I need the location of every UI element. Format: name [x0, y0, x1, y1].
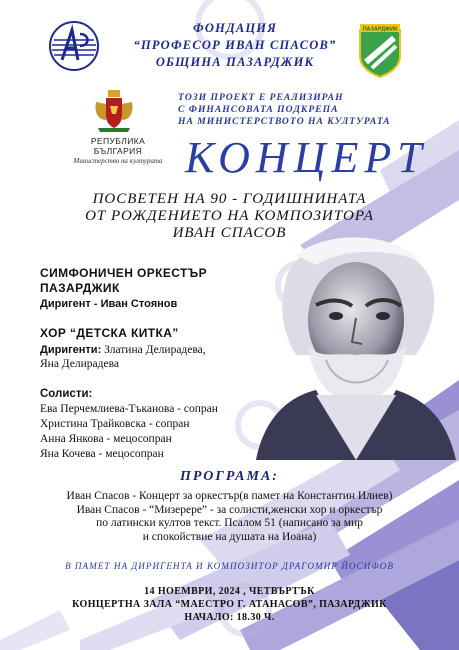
organisation-header: [95, 20, 375, 71]
dedication-line-2: ОТ РОЖДЕНИЕТО НА КОМПОЗИТОРА: [85, 208, 374, 224]
choir-conductors: [40, 343, 270, 371]
dedication-line-1: ПОСВЕТЕН НА 90 - ГОДИШНИНАТА: [92, 191, 367, 207]
event-details: [0, 585, 459, 624]
org-line-foundation: ФОНДАЦИЯ: [192, 21, 278, 35]
dedication-line-3: ИВАН СПАСОВ: [172, 225, 287, 241]
list-item: Христина Трайковска - сопран: [40, 418, 190, 430]
composer-portrait: [256, 220, 456, 460]
choir-conductors-label: Диригенти:: [40, 344, 102, 356]
soloists-heading: Солисти:: [40, 388, 93, 400]
org-line-municipality: ОБЩИНА ПАЗАРДЖИК: [155, 55, 315, 69]
program-line-1: Иван Спасов - Концерт за оркестър(в памет на Константин Илиев): [66, 490, 393, 502]
soloists-block: [40, 388, 218, 462]
orchestra-block: [40, 266, 207, 310]
choir-block: [40, 326, 270, 371]
ministry-block: [73, 136, 163, 165]
orchestra-name-line-1: СИМФОНИЧЕН ОРКЕСТЪР: [40, 266, 207, 280]
program-line-2: Иван Спасов - “Мизерере” - за солисти,женски хор и оркестър: [76, 503, 383, 516]
choir-conductor-2: Яна Делирадева: [40, 358, 119, 370]
crest-label: ПАЗАРДЖИК: [362, 26, 398, 33]
project-line-2: С ФИНАНСОВАТА ПОДКРЕПА: [178, 104, 339, 115]
event-date: 14 НОЕМВРИ, 2024 , ЧЕТВЪРТЪК: [144, 586, 315, 597]
choir-conductor-1: Златина Делирадева,: [101, 344, 206, 356]
list-item: Анна Янкова - мецосопран: [40, 433, 172, 445]
municipality-crest-icon: [358, 22, 402, 78]
project-line-1: ТОЗИ ПРОЕКТ Е РЕАЛИЗИРАН: [178, 92, 344, 103]
dedication: [0, 191, 459, 242]
project-note: [178, 92, 438, 128]
foundation-logo-icon: [48, 20, 100, 72]
ministry-label: Министерство на културата: [73, 157, 163, 165]
event-venue: КОНЦЕРТНА ЗАЛА “МАЕСТРО Г. АТАНАСОВ”, ПАЗАРДЖИК: [72, 599, 387, 610]
org-line-name: “ПРОФЕСОР ИВАН СПАСОВ”: [133, 38, 337, 52]
program-block: [0, 490, 459, 544]
list-item: Яна Кочева - мецосопран: [40, 448, 164, 460]
project-line-3: НА МИНИСТЕРСТВОТО НА КУЛТУРАТА: [178, 116, 391, 127]
orchestra-name-line-2: ПАЗАРДЖИК: [40, 281, 120, 295]
orchestra-conductor: Диригент - Иван Стоянов: [40, 298, 178, 310]
republic-label: РЕПУБЛИКА БЪЛГАРИЯ: [90, 136, 146, 156]
concert-title: КОНЦЕРТ: [185, 133, 428, 182]
program-line-3: по латински култов текст. Псалом 51 (написано за мир: [96, 517, 363, 529]
event-start-time: НАЧАЛО: 18.30 Ч.: [184, 612, 275, 623]
program-line-4: и спокойствие на душата на Иоана): [142, 530, 317, 543]
choir-name: ХОР “ДЕТСКА КИТКА”: [40, 326, 179, 340]
coat-of-arms-icon: [92, 86, 136, 134]
memory-note: В ПАМЕТ НА ДИРИГЕНТА И КОМПОЗИТОР ДРАГОМИР ЙОСИФОВ: [65, 561, 394, 571]
list-item: Ева Перчемлиева-Тъканова - сопран: [40, 403, 218, 415]
program-heading: ПРОГРАМА:: [180, 469, 279, 484]
